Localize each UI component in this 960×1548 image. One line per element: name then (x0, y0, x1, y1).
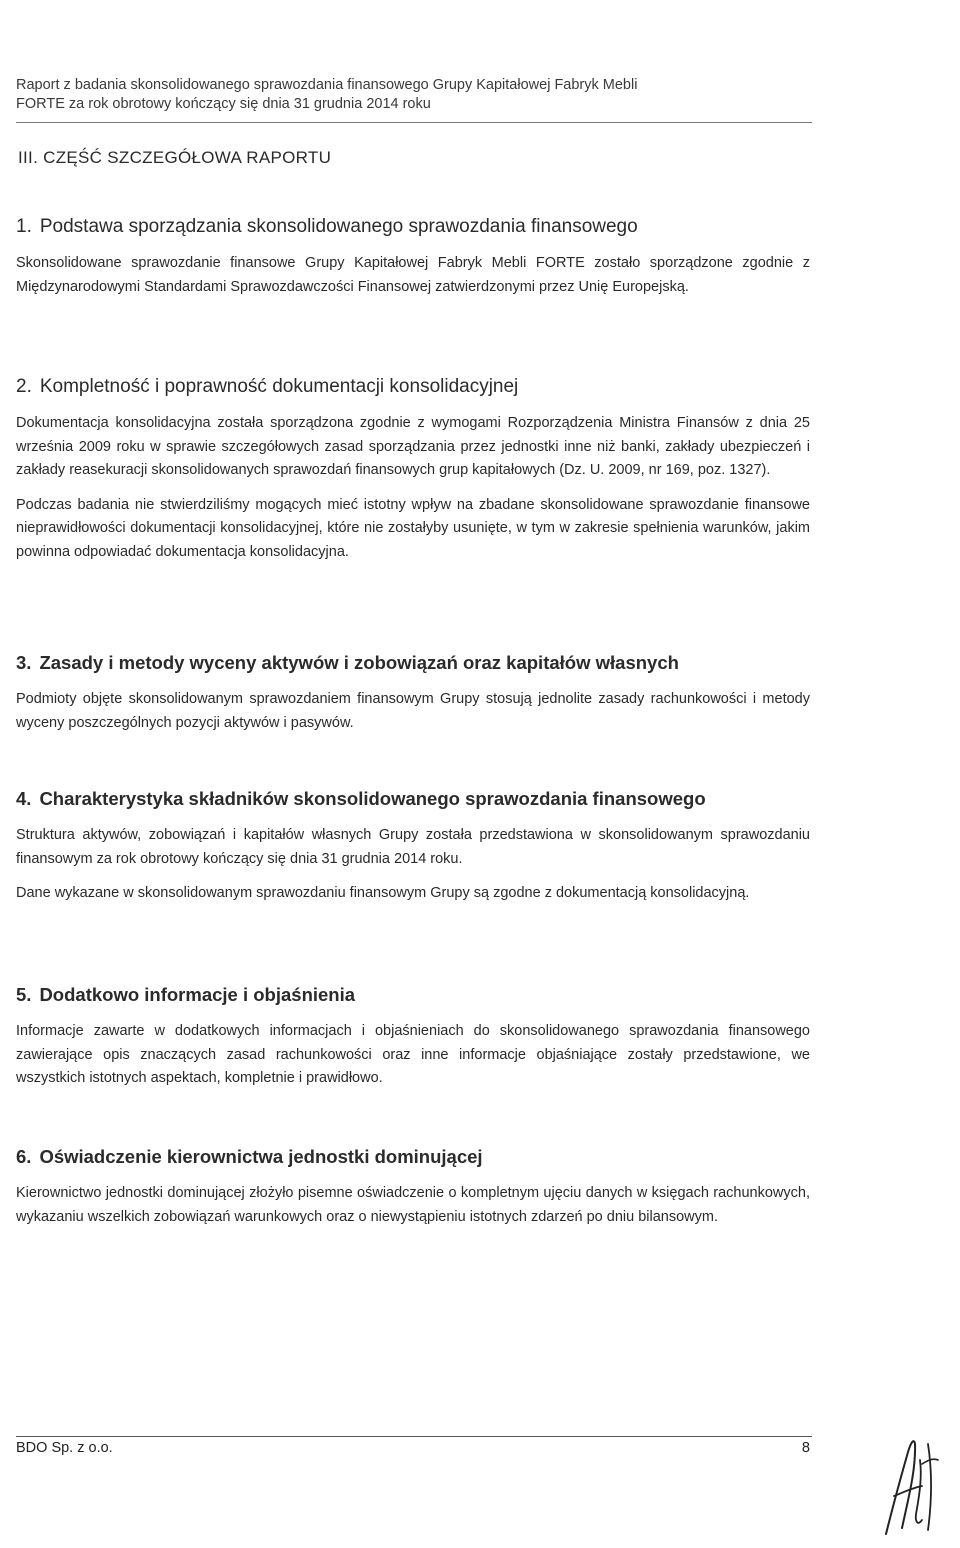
section-4 (16, 788, 810, 917)
part-title: III. CZĘŚĆ SZCZEGÓŁOWA RAPORTU (18, 148, 332, 167)
paragraph: Podczas badania nie stwierdziliśmy mogących mieć istotny wpływ na zbadane skonsolidowane sprawozdanie finansowe nieprawidłowości dokumentacji konsolidacyjnej, które nie zostałyby usunięte, w tym w zakresie spełnienia warunków, jakim powinna odpowiadać dokumentacja konsolidacyjna. (16, 496, 810, 560)
paragraph: Kierownictwo jednostki dominującej złożyło pisemne oświadczenie o kompletnym ujęciu danych w księgach rachunkowych, wykazaniu wszelkich zobowiązań warunkowych oraz o niewystąpieniu istotnych zdarzeń po dniu bilansowym. (16, 1185, 810, 1225)
section-6 (16, 1146, 810, 1240)
footer-divider (16, 1436, 812, 1437)
section-title: Dodatkowo informacje i objaśnienia (39, 984, 356, 1005)
paragraph: Informacje zawarte w dodatkowych informacjach i objaśnieniach do skonsolidowanego sprawozdania finansowego zawierające opis znaczących zasad rachunkowości oraz inne informacje objaśniające zostały przedstawione, we wszystkich istotnych aspektach, kompletnie i prawidłowo. (16, 1023, 810, 1086)
section-heading (16, 216, 810, 238)
header-line-1: Raport z badania skonsolidowanego sprawozdania finansowego Grupy Kapitałowej Fabryk Mebli (16, 77, 638, 93)
section-heading (16, 652, 810, 674)
document-header (16, 76, 812, 114)
section-title: Oświadczenie kierownictwa jednostki dominującej (39, 1146, 483, 1167)
footer-company: BDO Sp. z o.o. (16, 1440, 113, 1456)
section-number: 1. (16, 216, 32, 237)
section-1 (16, 216, 810, 310)
page-number: 8 (801, 1440, 810, 1456)
section-heading (16, 984, 810, 1006)
section-heading (16, 788, 810, 810)
section-number: 3. (16, 652, 32, 673)
section-number: 6. (16, 1146, 32, 1167)
section-title: Zasady i metody wyceny aktywów i zobowiązań oraz kapitałów własnych (39, 652, 679, 673)
section-number: 5. (16, 984, 32, 1005)
paragraph: Dane wykazane w skonsolidowanym sprawozdaniu finansowym Grupy są zgodne z dokumentacją konsolidacyjną. (16, 885, 750, 901)
section-title: Podstawa sporządzania skonsolidowanego sprawozdania finansowego (39, 216, 638, 237)
section-number: 2. (16, 376, 32, 397)
section-title: Kompletność i poprawność dokumentacji konsolidacyjnej (39, 376, 519, 397)
section-number: 4. (16, 788, 32, 809)
header-divider (16, 122, 812, 123)
paragraph: Podmioty objęte skonsolidowanym sprawozdaniem finansowym Grupy stosują jednolite zasady rachunkowości i metody wyceny poszczególnych pozycji aktywów i pasywów. (16, 691, 810, 731)
paragraph: Skonsolidowane sprawozdanie finansowe Grupy Kapitałowej Fabryk Mebli FORTE zostało sporządzone zgodnie z Międzynarodowymi Standardami Sprawozdawczości Finansowej zatwierdzonymi przez Unię Europejską. (16, 255, 810, 295)
section-title: Charakterystyka składników skonsolidowanego sprawozdania finansowego (39, 788, 706, 809)
handwritten-signature (878, 1430, 942, 1540)
paragraph: Struktura aktywów, zobowiązań i kapitałów własnych Grupy została przedstawiona w skonsolidowanym sprawozdaniu finansowym za rok obrotowy kończący się dnia 31 grudnia 2014 roku. (16, 827, 810, 867)
section-5 (16, 984, 810, 1102)
section-heading (16, 1146, 810, 1168)
section-3 (16, 652, 810, 746)
section-2 (16, 376, 810, 575)
header-line-2: FORTE za rok obrotowy kończący się dnia 31 grudnia 2014 roku (16, 96, 431, 112)
section-heading (16, 376, 810, 398)
paragraph: Dokumentacja konsolidacyjna została sporządzona zgodnie z wymogami Rozporządzenia Ministra Finansów z dnia 25 września 2009 roku w sprawie szczegółowych zasad sporządzania przez jednostki inne niż banki, zakłady ubezpieczeń i zakłady reasekuracji skonsolidowanych sprawozdań finansowych grup kapitałowych (Dz. U. 2009, nr 169, poz. 1327). (16, 415, 810, 478)
